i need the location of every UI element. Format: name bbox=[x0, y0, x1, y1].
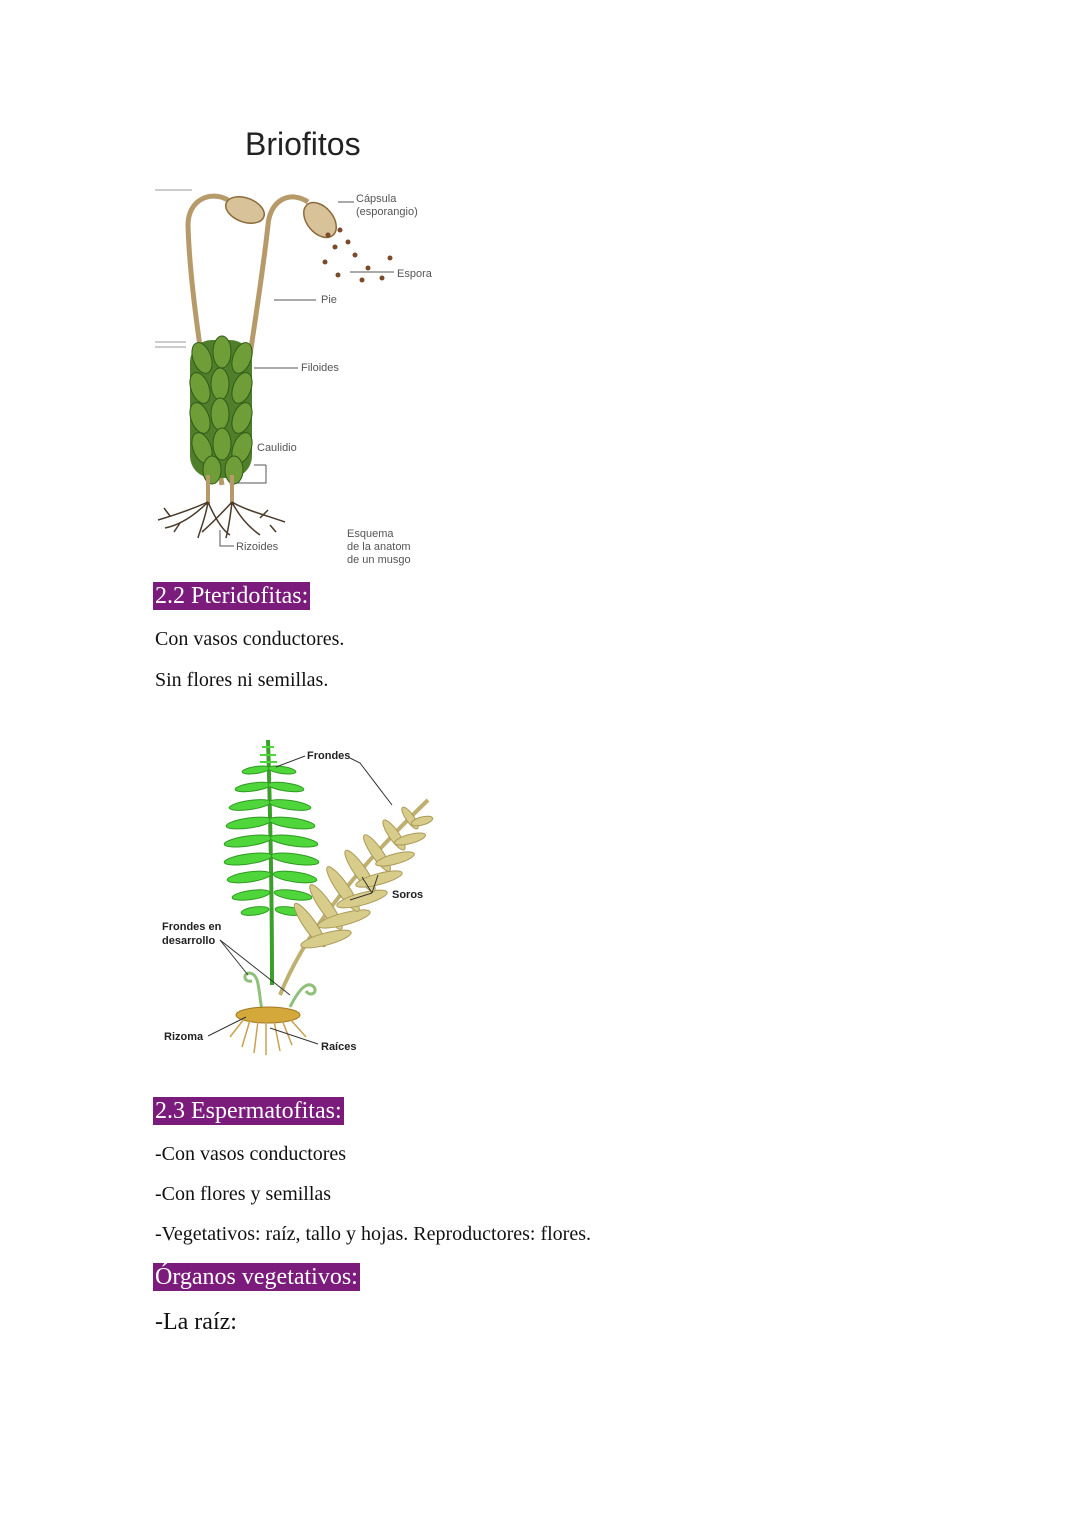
label-frondes: Frondes bbox=[307, 750, 351, 762]
moss-leaves bbox=[186, 336, 256, 484]
espermatofitas-line-3: -Vegetativos: raíz, tallo y hojas. Reproductores: flores. bbox=[155, 1223, 591, 1245]
label-capsula: Cápsula bbox=[356, 193, 397, 205]
label-frondes-desarrollo-1: Frondes en bbox=[162, 921, 222, 933]
moss-capsule-left bbox=[222, 192, 268, 228]
label-rizoides: Rizoides bbox=[236, 541, 279, 553]
moss-figure-title: Briofitos bbox=[245, 126, 361, 162]
fern-diagram bbox=[150, 725, 450, 1065]
label-raices: Raíces bbox=[321, 1041, 357, 1053]
heading-organos-vegetativos: Órganos vegetativos: bbox=[155, 1264, 358, 1290]
moss-capsule-right bbox=[297, 196, 343, 243]
pteridofitas-line-2: Sin flores ni semillas. bbox=[155, 669, 329, 691]
organos-line-raiz: -La raíz: bbox=[155, 1309, 237, 1335]
label-esquema-1: Esquema bbox=[347, 528, 394, 540]
label-esquema-2: de la anatom bbox=[347, 541, 411, 553]
moss-diagram bbox=[150, 180, 450, 575]
espermatofitas-line-2: -Con flores y semillas bbox=[155, 1183, 332, 1205]
label-rizoma: Rizoma bbox=[164, 1031, 204, 1043]
label-filoides: Filoides bbox=[301, 362, 339, 374]
moss-rhizoids bbox=[158, 502, 285, 538]
label-esporangio: (esporangio) bbox=[356, 206, 418, 218]
fern-rhizome bbox=[236, 1007, 300, 1023]
heading-espermatofitas: 2.3 Espermatofitas: bbox=[155, 1098, 342, 1124]
label-esquema-3: de un musgo bbox=[347, 554, 411, 566]
label-pie: Pie bbox=[321, 294, 337, 306]
fern-roots bbox=[230, 1019, 306, 1055]
pteridofitas-line-1: Con vasos conductores. bbox=[155, 628, 345, 650]
espermatofitas-line-1: -Con vasos conductores bbox=[155, 1143, 347, 1165]
label-caulidio: Caulidio bbox=[257, 442, 297, 454]
label-esporas: Espora bbox=[397, 268, 432, 280]
heading-pteridofitas: 2.2 Pteridofitas: bbox=[155, 583, 309, 609]
label-soros: Soros bbox=[392, 889, 424, 901]
label-frondes-desarrollo-2: desarrollo bbox=[162, 935, 216, 947]
